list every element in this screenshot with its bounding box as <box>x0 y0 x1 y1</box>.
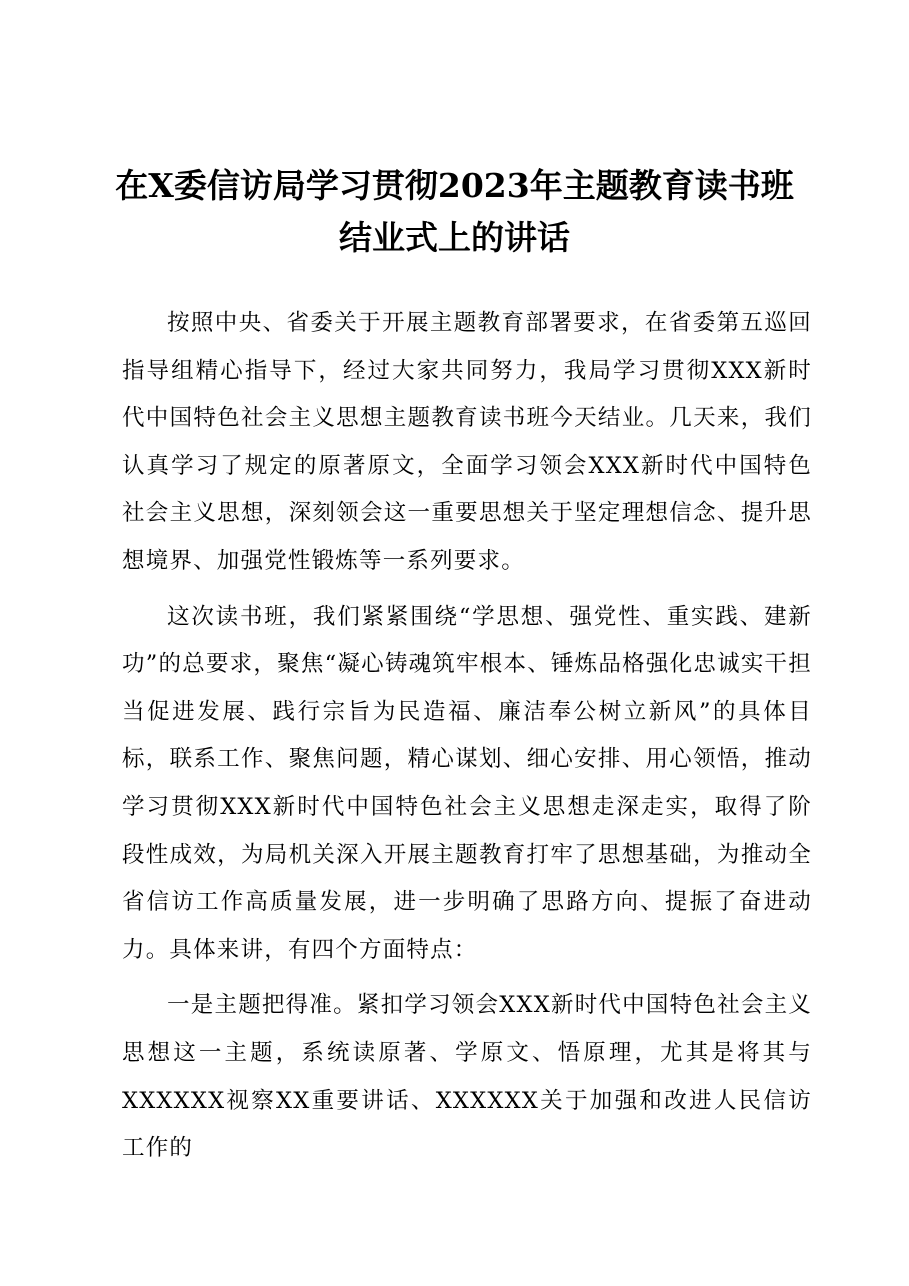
document-title: 在X委信访局学习贯彻2023年主题教育读书班结业式上的讲话 <box>115 166 794 257</box>
paragraph: 一是主题把得准。紧扣学习领会XXX新时代中国特色社会主义思想这一主题，系统读原著、学原文、悟原理，尤其是将其与XXXXXX视察XX重要讲话、XXXXXX关于加强和改进人民信访工作的 <box>122 992 812 1162</box>
paragraph: 这次读书班，我们紧紧围绕“学思想、强党性、重实践、建新功”的总要求，聚焦“凝心铸魂筑牢根本、锤炼品格强化忠诚实干担当促进发展、践行宗旨为民造福、廉洁奉公树立新风”的具体目标，联系工作、聚焦问题，精心谋划、细心安排、用心领悟，推动学习贯彻XXX新时代中国特色社会主义思想走深走实，取得了阶段性成效，为局机关深入开展主题教育打牢了思想基础，为推动全省信访工作高质量发展，进一步明确了思路方向、提振了奋进动力。具体来讲，有四个方面特点： <box>122 603 812 963</box>
document-body <box>122 300 812 1181</box>
paragraph: 按照中央、省委关于开展主题教育部署要求，在省委第五巡回指导组精心指导下，经过大家共同努力，我局学习贯彻XXX新时代中国特色社会主义思想主题教育读书班今天结业。几天来，我们认真学习了规定的原著原文，全面学习领会XXX新时代中国特色社会主义思想，深刻领会这一重要思想关于坚定理想信念、提升思想境界、加强党性锻炼等一系列要求。 <box>122 310 812 574</box>
